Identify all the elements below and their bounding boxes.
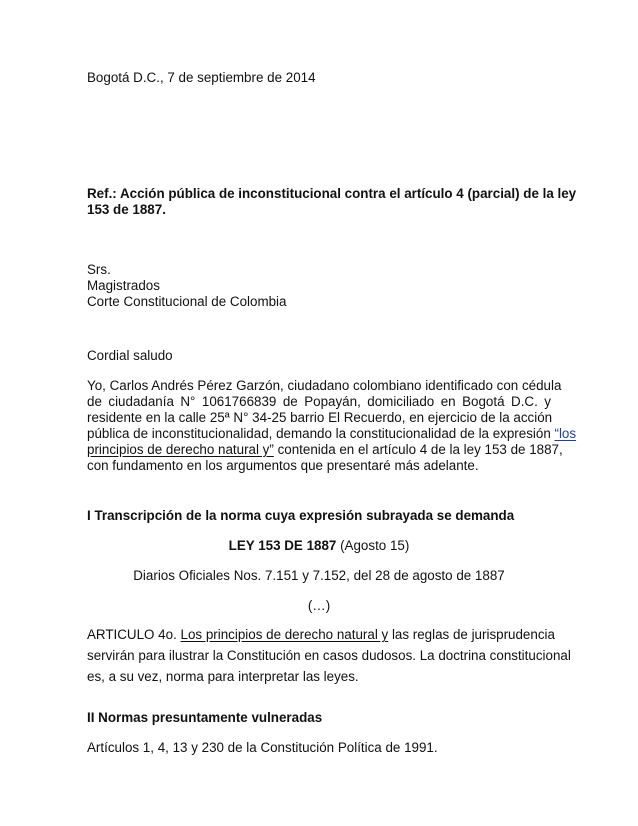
article-label: ARTICULO 4o. xyxy=(87,627,181,642)
ellipsis: (…) xyxy=(307,598,331,613)
intro-paragraph xyxy=(87,378,577,474)
article-line-1 xyxy=(87,624,555,645)
intro-line-4 xyxy=(87,426,577,442)
official-diaries: Diarios Oficiales Nos. 7.151 y 7.152, del 28 de agosto de 1887 xyxy=(133,568,505,583)
addressee-line-2: Magistrados xyxy=(87,278,160,293)
greeting: Cordial saludo xyxy=(87,348,173,363)
reference-line-2: 153 de 1887. xyxy=(87,202,166,217)
addressee-line-1: Srs. xyxy=(87,262,111,277)
article-line-3: es, a su vez, norma para interpretar las leyes. xyxy=(87,669,359,684)
article-line-1-rest: las reglas de jurisprudencia xyxy=(388,627,555,642)
intro-line-1: Yo, Carlos Andrés Pérez Garzón, ciudadano colombiano identificado con cédula xyxy=(87,378,562,393)
law-date: (Agosto 15) xyxy=(336,538,410,553)
quoted-expression-end: principios de derecho natural y” xyxy=(87,442,274,457)
intro-line-5-text: contenida en el artículo 4 de la ley 153 de 1887, xyxy=(273,442,563,457)
section-1-heading: I Transcripción de la norma cuya expresión subrayada se demanda xyxy=(87,508,515,523)
law-title-line xyxy=(87,538,551,554)
reference-line-1: Ref.: Acción pública de inconstitucional contra el artículo 4 (parcial) de la ley xyxy=(87,186,577,201)
section-2-heading: II Normas presuntamente vulneradas xyxy=(87,710,323,725)
article-4-paragraph xyxy=(87,624,571,687)
article-line-2: servirán para ilustrar la Constitución en casos dudosos. La doctrina constitucional xyxy=(87,648,571,663)
date-line: Bogotá D.C., 7 de septiembre de 2014 xyxy=(87,70,316,85)
intro-line-3: residente en la calle 25ª N° 34-25 barrio El Recuerdo, en ejercicio de la acción xyxy=(87,410,553,425)
section-2-text: Artículos 1, 4, 13 y 230 de la Constitución Política de 1991. xyxy=(87,740,438,755)
article-underlined-expression: Los principios de derecho natural y xyxy=(180,627,389,642)
addressee-block xyxy=(87,262,551,310)
intro-line-6: con fundamento en los argumentos que presentaré más adelante. xyxy=(87,458,479,473)
intro-line-4-text: pública de inconstitucionalidad, demando la constitucionalidad de la expresión xyxy=(87,426,555,441)
law-title: LEY 153 DE 1887 xyxy=(228,538,337,553)
quoted-expression-start: “los xyxy=(554,426,577,441)
addressee-line-3: Corte Constitucional de Colombia xyxy=(87,294,287,309)
intro-line-5 xyxy=(87,442,563,458)
intro-line-2: de ciudadanía N° 1061766839 de Popayán, domiciliado en Bogotá D.C. y xyxy=(87,394,551,409)
reference-block xyxy=(87,186,577,218)
